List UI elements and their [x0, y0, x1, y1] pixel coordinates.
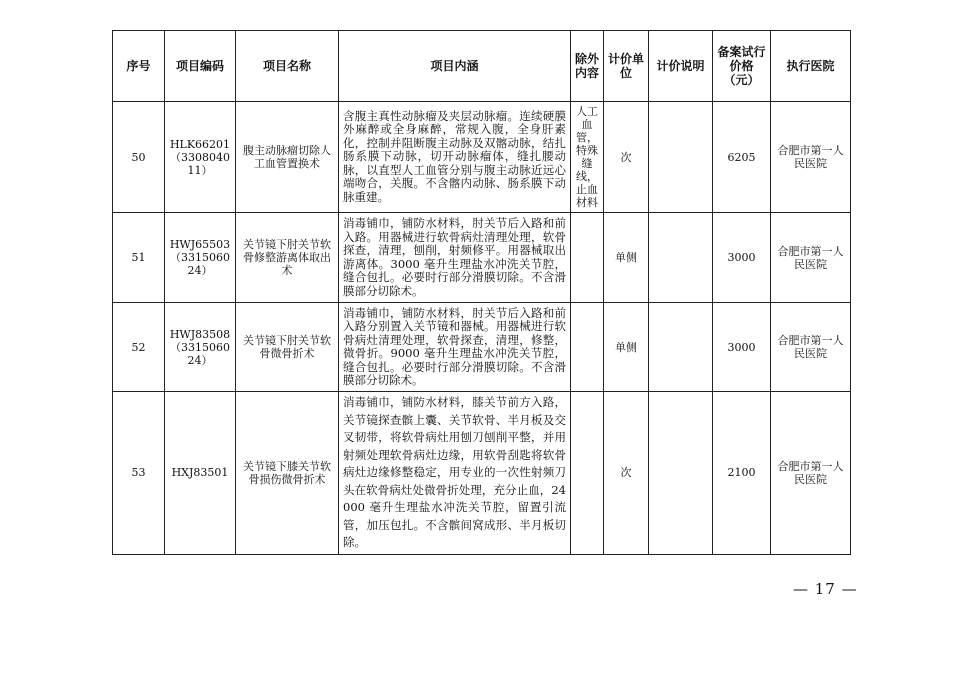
- header-unit: 计价单位: [604, 31, 649, 102]
- cell-content: 消毒铺巾，铺防水材料，肘关节后入路和前入路。用器械进行软骨病灶清理处理，软骨探查，清理，刨削，射频修平。用器械取出游离体。3000 毫升生理盐水冲洗关节腔，缝合包扎。必要时行部分滑膜切除。不含滑膜部分切除术。: [339, 213, 571, 303]
- header-code: 项目编码: [165, 31, 236, 102]
- cell-name: 关节镜下肘关节软骨修整游离体取出术: [236, 213, 339, 303]
- cell-code: HWJ83508（331506024）: [165, 303, 236, 392]
- cell-content: 消毒铺巾，铺防水材料，膝关节前方入路，关节镜探查髌上囊、关节软骨、半月板及交叉韧带，将软骨病灶用刨刀刨削平整，并用射频处理软骨病灶边缘，用软骨刮匙将软骨病灶边缘修整稳定，用专业的一次性射频刀头在软骨病灶处微骨折处理，充分止血，24000 毫升生理盐水冲洗关节腔，留置引流管，加压包扎。不含髌间窝成形、半月板切除。: [339, 392, 571, 555]
- cell-note: [649, 213, 713, 303]
- cell-content: 消毒铺巾，铺防水材料，肘关节后入路和前入路分别置入关节镜和器械。用器械进行软骨病灶清理处理，软骨探查，清理，修整，微骨折。9000 毫升生理盐水冲洗关节腔，缝合包扎。必要时行部分滑膜切除。不含滑膜部分切除术。: [339, 303, 571, 392]
- cell-exclusions: [571, 213, 604, 303]
- header-price: 备案试行价格（元）: [713, 31, 771, 102]
- cell-note: [649, 102, 713, 213]
- cell-hospital: 合肥市第一人民医院: [771, 303, 851, 392]
- cell-hospital: 合肥市第一人民医院: [771, 213, 851, 303]
- cell-hospital: 合肥市第一人民医院: [771, 102, 851, 213]
- cell-seq: 51: [113, 213, 165, 303]
- cell-note: [649, 392, 713, 555]
- table-row: [113, 102, 851, 213]
- cell-unit: 单侧: [604, 213, 649, 303]
- header-content: 项目内涵: [339, 31, 571, 102]
- cell-exclusions: [571, 392, 604, 555]
- cell-seq: 52: [113, 303, 165, 392]
- cell-seq: 53: [113, 392, 165, 555]
- header-note: 计价说明: [649, 31, 713, 102]
- cell-price: 3000: [713, 303, 771, 392]
- cell-price: 3000: [713, 213, 771, 303]
- header-hospital: 执行医院: [771, 31, 851, 102]
- cell-unit: 单侧: [604, 303, 649, 392]
- cell-name: 关节镜下肘关节软骨微骨折术: [236, 303, 339, 392]
- page-number: — 17 —: [793, 580, 858, 598]
- cell-content: 含腹主真性动脉瘤及夹层动脉瘤。连续硬膜外麻醉或全身麻醉，常规入腹，全身肝素化，控制并阻断腹主动脉及双髂动脉，结扎肠系膜下动脉，切开动脉瘤体，缝扎腰动脉，以直型人工血管分别与腹主动脉近远心端吻合，关腹。不含髂内动脉、肠系膜下动脉重建。: [339, 102, 571, 213]
- table-row: [113, 213, 851, 303]
- cell-exclusions: 人工血管，特殊缝线，止血材料: [571, 102, 604, 213]
- cell-code: HWJ65503（331506024）: [165, 213, 236, 303]
- header-name: 项目名称: [236, 31, 339, 102]
- price-table: [112, 30, 851, 555]
- header-exclusions: 除外内容: [571, 31, 604, 102]
- cell-price: 6205: [713, 102, 771, 213]
- cell-unit: 次: [604, 102, 649, 213]
- cell-unit: 次: [604, 392, 649, 555]
- table-row: [113, 392, 851, 555]
- cell-seq: 50: [113, 102, 165, 213]
- cell-name: 腹主动脉瘤切除人工血管置换术: [236, 102, 339, 213]
- header-seq: 序号: [113, 31, 165, 102]
- cell-name: 关节镜下膝关节软骨损伤微骨折术: [236, 392, 339, 555]
- cell-note: [649, 303, 713, 392]
- cell-code: HLK66201（330804011）: [165, 102, 236, 213]
- cell-hospital: 合肥市第一人民医院: [771, 392, 851, 555]
- table-row: [113, 303, 851, 392]
- table-header-row: [113, 31, 851, 102]
- cell-exclusions: [571, 303, 604, 392]
- cell-price: 2100: [713, 392, 771, 555]
- cell-code: HXJ83501: [165, 392, 236, 555]
